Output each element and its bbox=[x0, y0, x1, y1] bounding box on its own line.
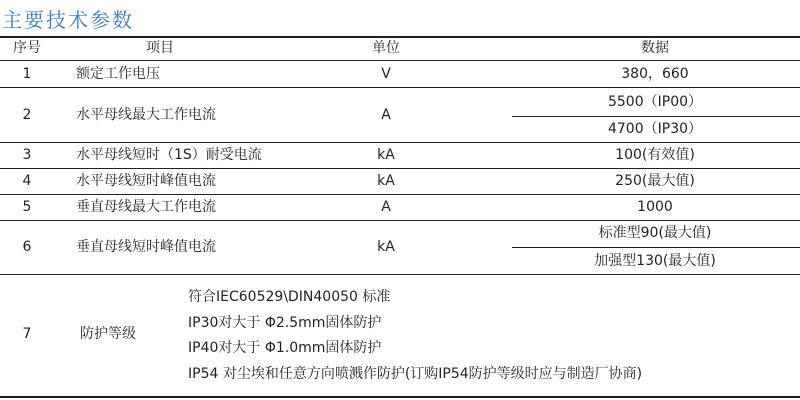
row-item: 垂直母线短时峰值电流 bbox=[76, 239, 216, 255]
row-rule bbox=[0, 87, 800, 88]
row-unit: V bbox=[381, 66, 391, 82]
row-value: 250(最大值) bbox=[615, 173, 695, 189]
row-unit: A bbox=[381, 107, 391, 123]
row-unit: A bbox=[381, 199, 391, 215]
row-index: 2 bbox=[22, 107, 32, 123]
row-index: 5 bbox=[22, 199, 32, 215]
row-value: IP30对大于 Φ2.5mm固体防护 bbox=[188, 315, 382, 331]
header-bottom-rule bbox=[0, 60, 800, 61]
header-index: 序号 bbox=[13, 40, 41, 56]
row-value: 380，660 bbox=[621, 66, 689, 82]
table-bottom-rule bbox=[0, 396, 800, 398]
row-item: 水平母线短时（1S）耐受电流 bbox=[76, 147, 262, 163]
row-value: 标准型90(最大值) bbox=[598, 225, 712, 241]
subrow-rule bbox=[512, 247, 800, 248]
page-title: 主要技术参数 bbox=[2, 8, 134, 32]
row-item: 垂直母线最大工作电流 bbox=[76, 199, 216, 215]
header-unit: 单位 bbox=[372, 40, 400, 56]
header-data: 数据 bbox=[641, 40, 669, 56]
row-value: 符合IEC60529\DIN40050 标准 bbox=[188, 289, 391, 305]
row-unit: kA bbox=[377, 147, 395, 163]
row-value: 4700（IP30） bbox=[607, 121, 703, 137]
row-item: 额定工作电压 bbox=[76, 66, 160, 82]
table-top-rule bbox=[0, 36, 800, 38]
subrow-rule bbox=[512, 116, 800, 117]
row-index: 7 bbox=[22, 326, 32, 342]
row-unit: kA bbox=[377, 239, 395, 255]
row-value: IP40对大于 Φ1.0mm固体防护 bbox=[188, 340, 382, 356]
row-unit: kA bbox=[377, 173, 395, 189]
row-value: 5500（IP00） bbox=[607, 94, 703, 110]
row-rule bbox=[0, 274, 800, 275]
row-value: 1000 bbox=[637, 199, 673, 215]
row-value: 加强型130(最大值) bbox=[594, 253, 716, 269]
row-index: 4 bbox=[22, 173, 32, 189]
row-index: 3 bbox=[22, 147, 32, 163]
row-rule bbox=[0, 194, 800, 195]
row-rule bbox=[0, 220, 800, 221]
row-value: IP54 对尘埃和任意方向喷溅作防护(订购IP54防护等级时应与制造厂协商) bbox=[188, 366, 643, 382]
row-item: 防护等级 bbox=[80, 326, 136, 342]
row-rule bbox=[0, 142, 800, 143]
row-item: 水平母线最大工作电流 bbox=[76, 107, 216, 123]
header-item: 项目 bbox=[146, 40, 174, 56]
row-value: 100(有效值) bbox=[615, 147, 695, 163]
row-index: 6 bbox=[22, 239, 32, 255]
row-index: 1 bbox=[22, 66, 32, 82]
row-rule bbox=[0, 168, 800, 169]
row-item: 水平母线短时峰值电流 bbox=[76, 173, 216, 189]
